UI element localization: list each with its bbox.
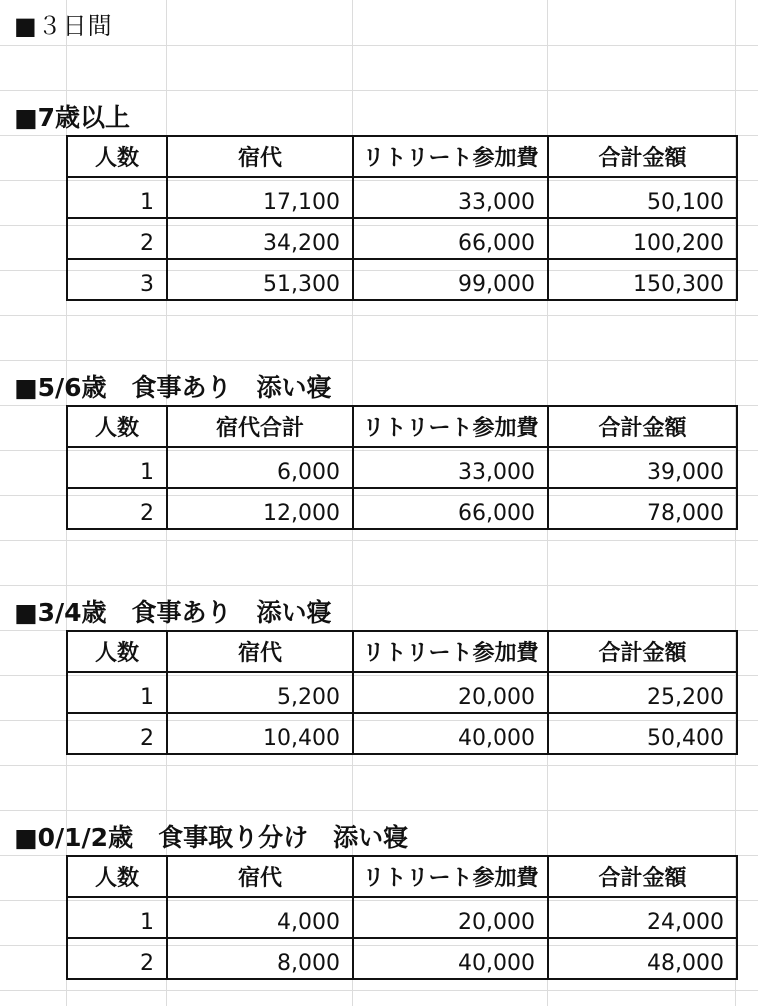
column-header[interactable]: 人数 <box>67 136 167 177</box>
column-header[interactable]: 人数 <box>67 631 167 672</box>
table-cell[interactable]: 99,000 <box>353 259 548 300</box>
table-header-row <box>67 631 737 672</box>
section-title: ■0/1/2歳 食事取り分け 添い寝 <box>14 823 409 852</box>
gridline <box>0 990 758 991</box>
table-cell[interactable]: 6,000 <box>167 447 353 488</box>
column-header[interactable]: 人数 <box>67 406 167 447</box>
table-cell[interactable]: 1 <box>67 672 167 713</box>
table-row <box>67 488 737 529</box>
section-title: ■3/4歳 食事あり 添い寝 <box>14 598 332 627</box>
table-cell[interactable]: 66,000 <box>353 488 548 529</box>
price-table <box>66 405 738 530</box>
price-table <box>66 630 738 755</box>
table-header-row <box>67 856 737 897</box>
table-cell[interactable]: 100,200 <box>548 218 737 259</box>
table-cell[interactable]: 8,000 <box>167 938 353 979</box>
gridline <box>0 765 758 766</box>
table-cell[interactable]: 2 <box>67 218 167 259</box>
column-header[interactable]: リトリート参加費 <box>353 406 548 447</box>
gridline <box>0 810 758 811</box>
table-cell[interactable]: 17,100 <box>167 177 353 218</box>
column-header[interactable]: 合計金額 <box>548 406 737 447</box>
table-cell[interactable]: 51,300 <box>167 259 353 300</box>
table-cell[interactable]: 2 <box>67 713 167 754</box>
table-cell[interactable]: 20,000 <box>353 897 548 938</box>
section-title: ■7歳以上 <box>14 103 131 132</box>
table-row <box>67 897 737 938</box>
column-header[interactable]: 合計金額 <box>548 136 737 177</box>
table-cell[interactable]: 10,400 <box>167 713 353 754</box>
gridline <box>0 540 758 541</box>
table-row <box>67 218 737 259</box>
table-cell[interactable]: 48,000 <box>548 938 737 979</box>
table-cell[interactable]: 1 <box>67 447 167 488</box>
table-cell[interactable]: 50,400 <box>548 713 737 754</box>
sheet-title: ■３日間 <box>14 12 113 40</box>
column-header[interactable]: リトリート参加費 <box>353 136 548 177</box>
table-cell[interactable]: 33,000 <box>353 447 548 488</box>
table-cell[interactable]: 34,200 <box>167 218 353 259</box>
table-cell[interactable]: 150,300 <box>548 259 737 300</box>
table-cell[interactable]: 1 <box>67 897 167 938</box>
table-row <box>67 938 737 979</box>
column-header[interactable]: 合計金額 <box>548 856 737 897</box>
table-cell[interactable]: 4,000 <box>167 897 353 938</box>
table-cell[interactable]: 20,000 <box>353 672 548 713</box>
table-cell[interactable]: 5,200 <box>167 672 353 713</box>
table-cell[interactable]: 2 <box>67 938 167 979</box>
table-cell[interactable]: 40,000 <box>353 713 548 754</box>
gridline <box>0 90 758 91</box>
price-table <box>66 855 738 980</box>
gridline <box>0 45 758 46</box>
table-cell[interactable]: 3 <box>67 259 167 300</box>
column-header[interactable]: 人数 <box>67 856 167 897</box>
table-row <box>67 713 737 754</box>
column-header[interactable]: リトリート参加費 <box>353 631 548 672</box>
table-row <box>67 259 737 300</box>
table-cell[interactable]: 39,000 <box>548 447 737 488</box>
price-table <box>66 135 738 301</box>
table-cell[interactable]: 12,000 <box>167 488 353 529</box>
column-header[interactable]: 宿代 <box>167 631 353 672</box>
table-cell[interactable]: 33,000 <box>353 177 548 218</box>
gridline <box>0 585 758 586</box>
column-header[interactable]: リトリート参加費 <box>353 856 548 897</box>
table-cell[interactable]: 25,200 <box>548 672 737 713</box>
table-row <box>67 447 737 488</box>
table-header-row <box>67 406 737 447</box>
table-row <box>67 177 737 218</box>
table-cell[interactable]: 2 <box>67 488 167 529</box>
table-cell[interactable]: 24,000 <box>548 897 737 938</box>
table-header-row <box>67 136 737 177</box>
table-cell[interactable]: 40,000 <box>353 938 548 979</box>
column-header[interactable]: 宿代 <box>167 136 353 177</box>
table-row <box>67 672 737 713</box>
column-header[interactable]: 合計金額 <box>548 631 737 672</box>
section-title: ■5/6歳 食事あり 添い寝 <box>14 373 332 402</box>
table-cell[interactable]: 1 <box>67 177 167 218</box>
gridline <box>0 315 758 316</box>
table-cell[interactable]: 50,100 <box>548 177 737 218</box>
column-header[interactable]: 宿代合計 <box>167 406 353 447</box>
gridline <box>0 360 758 361</box>
column-header[interactable]: 宿代 <box>167 856 353 897</box>
table-cell[interactable]: 66,000 <box>353 218 548 259</box>
table-cell[interactable]: 78,000 <box>548 488 737 529</box>
